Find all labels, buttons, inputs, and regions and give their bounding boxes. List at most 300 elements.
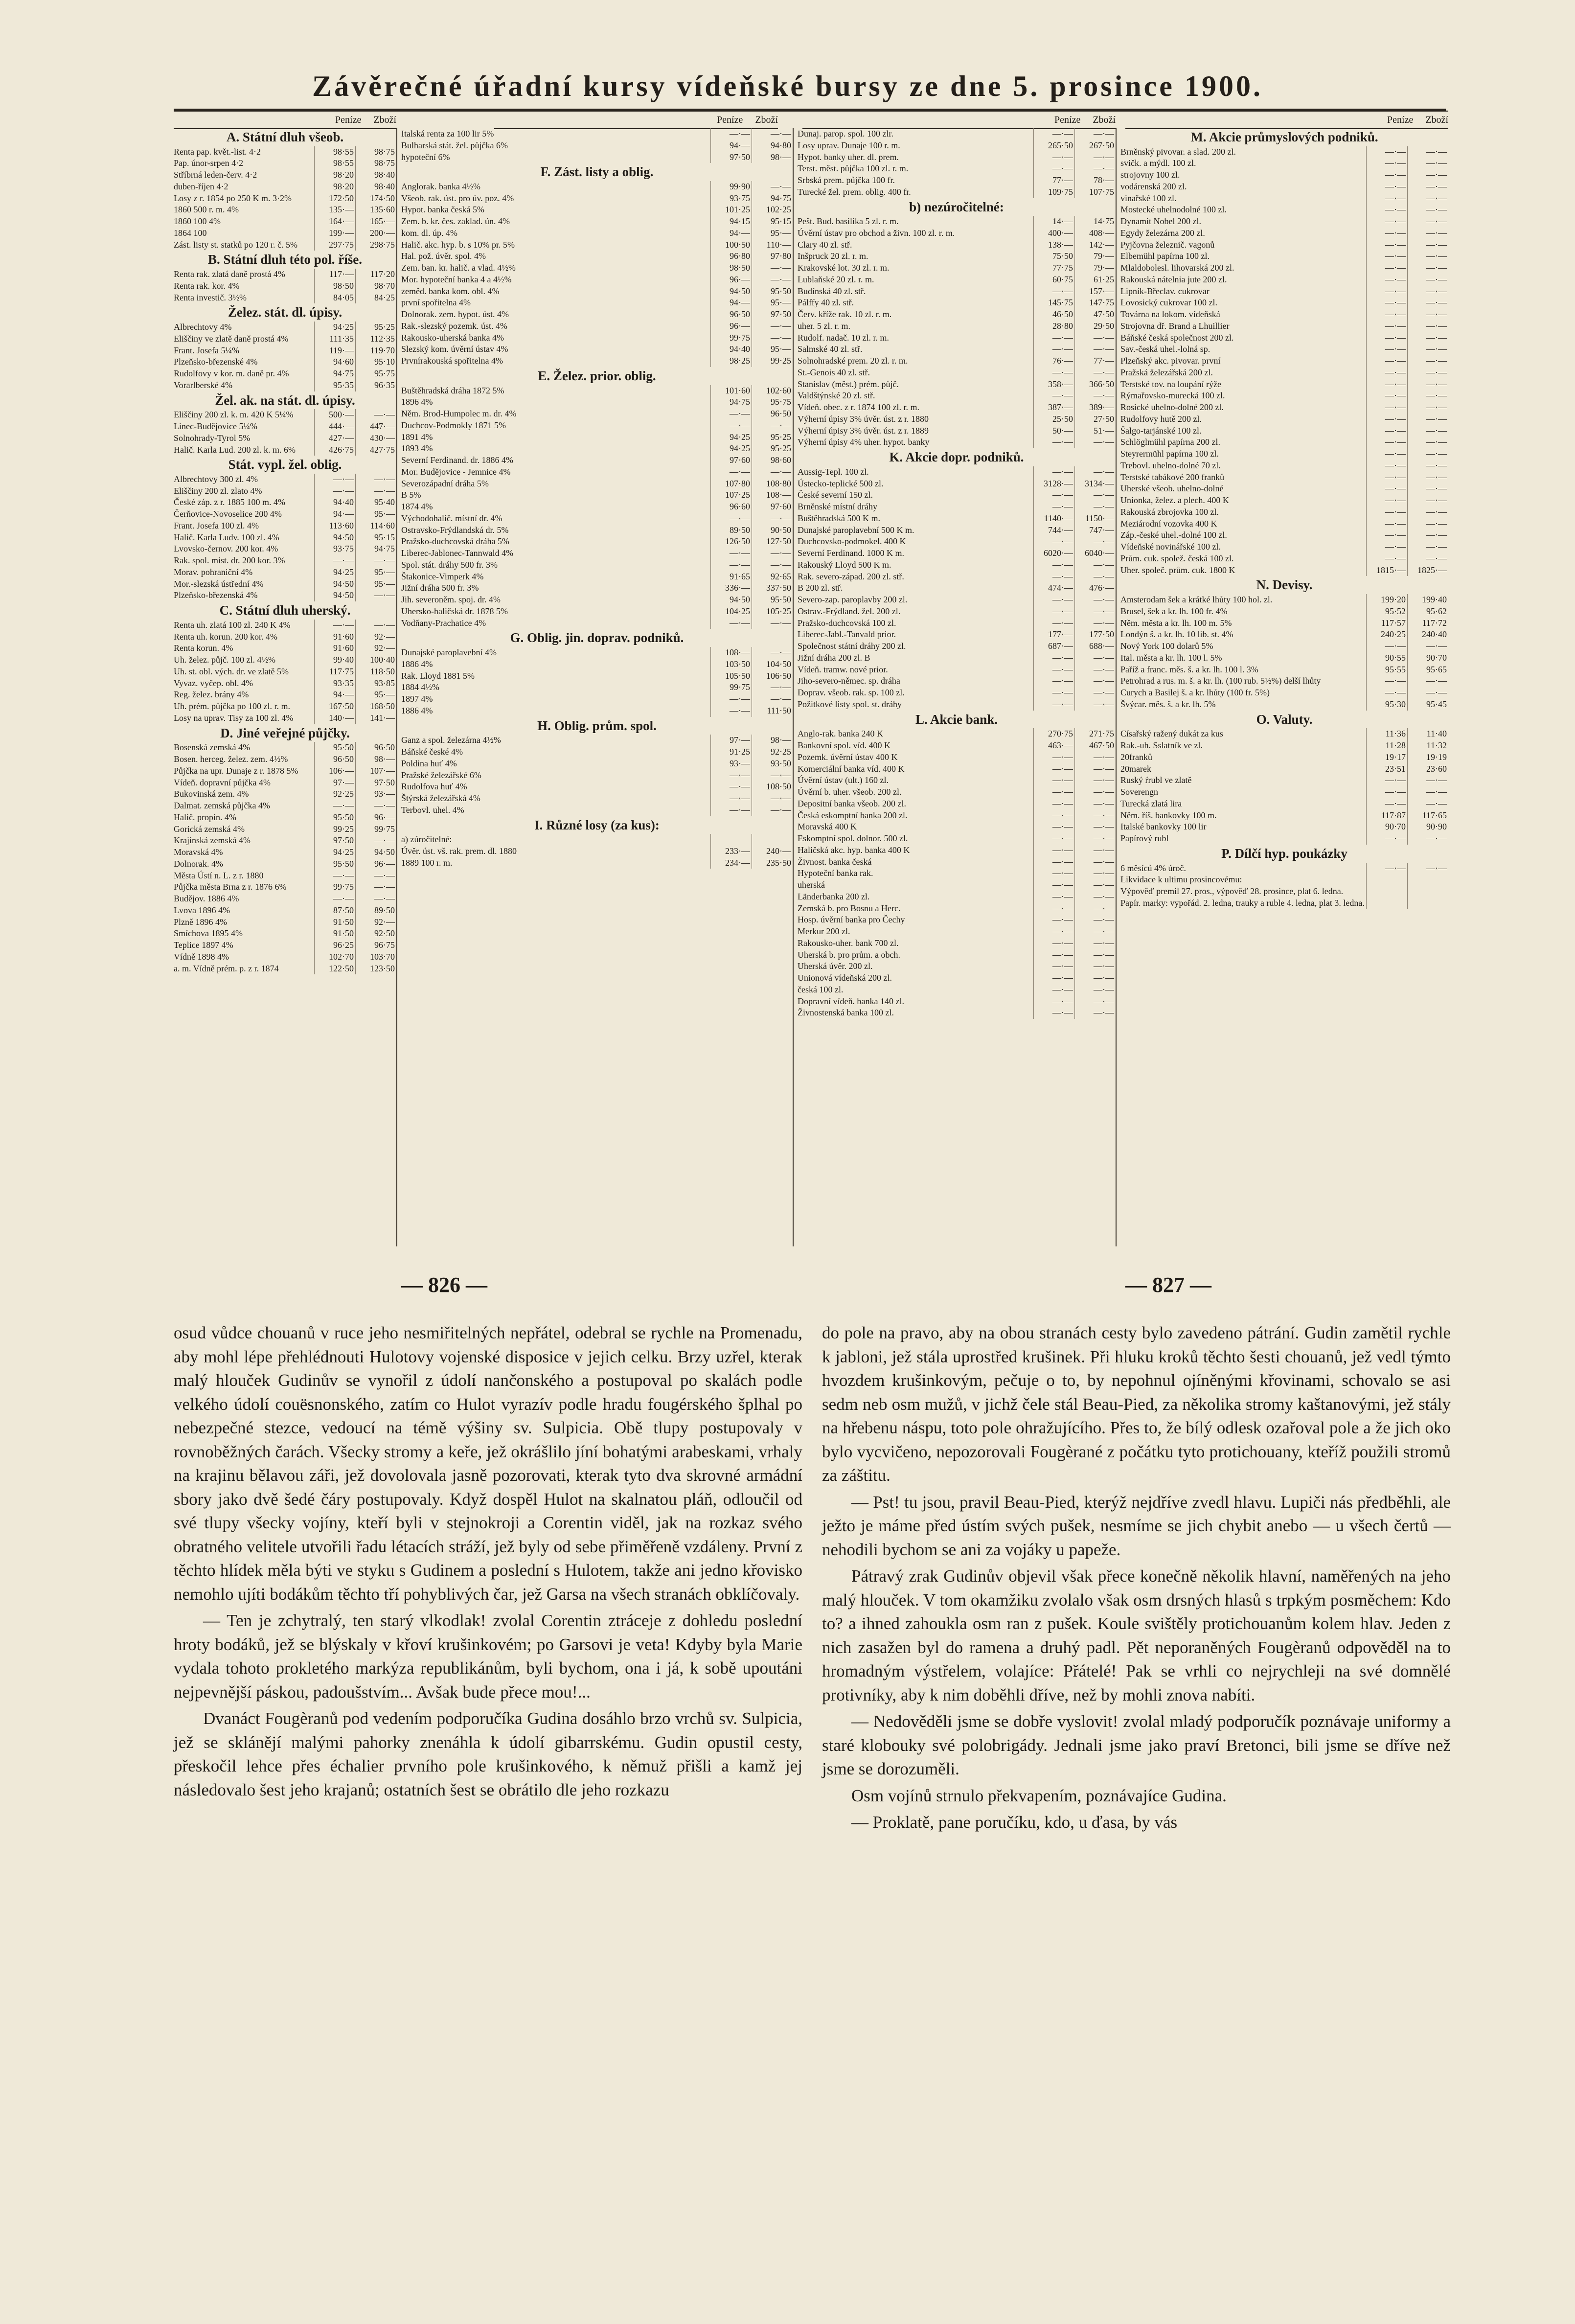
price-money: 98·50 <box>710 262 752 274</box>
security-name: Lvova 1896 4% <box>174 905 230 915</box>
security-name: Pražsko-duchcovská dráha 5% <box>401 536 509 547</box>
price-money: 99·75 <box>314 881 355 893</box>
price-goods: 108·50 <box>752 781 793 793</box>
price-money: 94·— <box>314 689 355 701</box>
security-name: Vídně 1898 4% <box>174 951 229 962</box>
price-goods: —·— <box>1407 169 1448 181</box>
table-row <box>174 788 396 800</box>
price-money: 99·40 <box>314 654 355 666</box>
price-money: 98·50 <box>314 280 355 292</box>
table-row <box>174 356 396 368</box>
table-row <box>1120 472 1448 483</box>
price-money: 95·50 <box>314 812 355 824</box>
security-name: Báňské česká společnost 200 zl. <box>1120 332 1234 343</box>
security-name: Liberec-Jablonec-Tannwald 4% <box>401 548 514 558</box>
column-header-offer: Zboží <box>755 115 778 125</box>
price-goods: 119·70 <box>355 345 396 357</box>
table-row <box>798 728 1116 740</box>
security-name: Renta korun. 4% <box>174 643 233 653</box>
security-name: Pražská železářská 200 zl. <box>1120 367 1213 377</box>
price-money: —·— <box>1366 529 1407 541</box>
section-heading: A. Státní dluh všeob. <box>226 130 344 144</box>
price-money: 97·— <box>710 735 752 746</box>
table-row <box>798 821 1116 833</box>
price-goods: —·— <box>1074 618 1116 629</box>
security-name: Rosické uhelno-dolné 200 zl. <box>1120 402 1224 413</box>
price-money: —·— <box>1366 193 1407 205</box>
price-goods: —·— <box>752 332 793 344</box>
table-row <box>401 705 793 717</box>
price-money: 400·— <box>1033 228 1074 239</box>
security-name: Gorická zemská 4% <box>174 824 245 834</box>
security-name: Losy z r. 1854 po 250 K m. 3·2% <box>174 193 292 203</box>
security-name: Plzeňsko-březenské 4% <box>174 357 258 367</box>
security-name: zeměd. banka kom. obl. 4% <box>401 286 500 296</box>
price-money: 91·25 <box>710 746 752 758</box>
price-money: —·— <box>1033 594 1074 606</box>
security-name: Záp.-české uhel.-dolné 100 zl. <box>1120 530 1227 540</box>
table-row <box>401 443 793 455</box>
security-name: hypoteční 6% <box>401 152 450 162</box>
table-row <box>174 654 396 666</box>
price-money: 97·50 <box>710 152 752 163</box>
price-goods: —·— <box>1074 914 1116 926</box>
price-goods: 95·— <box>752 228 793 239</box>
price-money: 77·— <box>1033 175 1074 186</box>
price-money: —·— <box>1366 641 1407 652</box>
security-name: Elbemühl papírna 100 zl. <box>1120 251 1210 261</box>
security-name: 1893 4% <box>401 443 433 454</box>
table-row <box>798 675 1116 687</box>
price-goods: 95·50 <box>752 286 793 298</box>
security-name: Něm. Brod-Humpolec m. dr. 4% <box>401 409 517 419</box>
table-row <box>798 559 1116 571</box>
price-goods: 96·50 <box>752 408 793 420</box>
table-row <box>1120 239 1448 251</box>
price-money: —·— <box>1033 891 1074 903</box>
table-row <box>798 996 1116 1008</box>
table-row <box>174 951 396 963</box>
security-name: Budějov. 1886 4% <box>174 894 239 904</box>
price-money: 89·50 <box>710 525 752 536</box>
table-row <box>401 455 793 466</box>
price-goods: —·— <box>1407 355 1448 367</box>
price-money: —·— <box>710 770 752 782</box>
table-row <box>1120 286 1448 298</box>
table-row <box>401 262 793 274</box>
price-money: 96·50 <box>314 754 355 765</box>
price-goods: 95·45 <box>1407 699 1448 711</box>
price-goods: 11·40 <box>1407 728 1448 740</box>
price-goods: 165·— <box>355 216 396 228</box>
security-name: Živnostenská banka 100 zl. <box>798 1008 894 1018</box>
price-goods: —·— <box>1074 821 1116 833</box>
security-name: Vyvaz. vyčep. obl. 4% <box>174 678 253 688</box>
price-goods <box>1407 874 1448 886</box>
section-heading: B. Státní dluh této pol. říše. <box>207 252 363 267</box>
table-row <box>401 274 793 286</box>
price-goods: —·— <box>1074 845 1116 856</box>
table-row <box>174 485 396 497</box>
price-goods: —·— <box>1407 216 1448 228</box>
table-row <box>401 571 793 583</box>
price-money: 87·50 <box>314 905 355 917</box>
price-money: 23·51 <box>1366 763 1407 775</box>
security-name: Terbovl. uhel. 4% <box>401 805 464 815</box>
security-name: Pražsko-duchcovská 100 zl. <box>798 618 896 628</box>
table-row <box>401 846 793 857</box>
price-money: 164·— <box>314 216 355 228</box>
price-money: 95·52 <box>1366 606 1407 618</box>
security-name: Papírový rubl <box>1120 833 1169 844</box>
table-row <box>1120 425 1448 437</box>
price-goods: 117·65 <box>1407 810 1448 822</box>
price-goods: 93·— <box>355 788 396 800</box>
table-row <box>174 216 396 228</box>
security-name: Šalgo-tarjánské 100 zl. <box>1120 425 1202 436</box>
price-money: 96·— <box>710 321 752 332</box>
price-money: 94·50 <box>314 532 355 544</box>
security-name: Lublaňské 20 zl. r. m. <box>798 274 874 284</box>
column-header-offer: Zboží <box>1425 115 1448 125</box>
security-name: Komerciální banka víd. 400 K <box>798 763 905 774</box>
table-row <box>1120 228 1448 239</box>
price-money: 117·75 <box>314 666 355 678</box>
security-name: Továrna na lokom. vídeňská <box>1120 309 1220 320</box>
table-row <box>174 590 396 601</box>
security-name: Vídeň. obec. z r. 1874 100 zl. r. m. <box>798 402 919 413</box>
table-row <box>798 903 1116 915</box>
price-goods: 95·— <box>752 297 793 309</box>
security-name: Mor. Budějovice - Jemnice 4% <box>401 466 511 477</box>
security-name: Rak. severo-západ. 200 zl. stř. <box>798 571 904 581</box>
column-header-price: Peníze <box>335 115 362 125</box>
paragraph: — Nedověděli jsme se dobře vyslovit! zvolal mladý podporučík poznávaje uniformy a staré klobouky své polobrigády. Jednali jsme jako praví Bretonci, bili jsme se dříve než jsme se dorozuměli. <box>822 1712 1451 1778</box>
price-goods: 107·75 <box>1074 186 1116 198</box>
table-row <box>174 963 396 975</box>
price-goods: 240·40 <box>1407 629 1448 641</box>
price-money: —·— <box>1366 274 1407 286</box>
security-name: Rakouský Lloyd 500 K m. <box>798 559 891 570</box>
security-name: Mor. hypoteční banka 4 a 4½% <box>401 274 512 284</box>
price-money: —·— <box>1033 868 1074 879</box>
table-row <box>798 699 1116 711</box>
security-name: 1884 4½% <box>401 682 439 692</box>
table-row <box>174 146 396 158</box>
price-money: 95·55 <box>1366 664 1407 676</box>
price-goods: 99·25 <box>752 355 793 367</box>
price-money: 95·30 <box>1366 699 1407 711</box>
security-name: Egydy železárna 200 zl. <box>1120 228 1205 238</box>
table-row <box>174 620 396 631</box>
price-goods: —·— <box>752 618 793 629</box>
security-name: Uh. st. obl. vých. dr. ve zlatě 5% <box>174 666 289 676</box>
price-money: 100·50 <box>710 239 752 251</box>
price-money: 46·50 <box>1033 309 1074 321</box>
price-goods: —·— <box>752 128 793 140</box>
security-name: Curych a Basilej š. a kr. lhůty (100 fr. 5%) <box>1120 688 1270 698</box>
security-name: St.-Genois 40 zl. stř. <box>798 367 870 377</box>
table-row <box>174 917 396 928</box>
security-name: vinařské 100 zl. <box>1120 193 1177 203</box>
table-row <box>1120 798 1448 810</box>
table-row <box>401 408 793 420</box>
price-goods: 142·— <box>1074 239 1116 251</box>
price-money: 94·25 <box>314 847 355 858</box>
price-money: —·— <box>1366 146 1407 158</box>
security-name: Meziárodní vozovka 400 K <box>1120 518 1217 529</box>
price-money: 297·75 <box>314 239 355 251</box>
security-name: duben-říjen 4·2 <box>174 181 228 191</box>
price-goods: 19·19 <box>1407 752 1448 763</box>
price-money: 117·87 <box>1366 810 1407 822</box>
table-row <box>401 466 793 478</box>
table-row <box>798 501 1116 513</box>
security-name: Duchcovsko-podmokel. 400 K <box>798 536 906 547</box>
price-money: 25·50 <box>1033 414 1074 425</box>
table-row <box>174 169 396 181</box>
table-row <box>798 664 1116 676</box>
price-goods: 177·50 <box>1074 629 1116 641</box>
security-name: Haličská akc. hyp. banka 400 K <box>798 845 910 855</box>
security-name: Pálffy 40 zl. stř. <box>798 298 854 308</box>
price-money: —·— <box>710 793 752 805</box>
price-goods: —·— <box>1074 868 1116 879</box>
table-row <box>174 555 396 567</box>
security-name: uherská <box>798 880 825 890</box>
table-row <box>1120 216 1448 228</box>
table-row <box>174 631 396 643</box>
security-name: Dolnorak. zem. hypot. úst. 4% <box>401 309 509 320</box>
table-row <box>1120 181 1448 193</box>
price-goods: 96·35 <box>355 380 396 391</box>
table-row <box>174 497 396 508</box>
price-money: —·— <box>1366 460 1407 472</box>
security-name: Brněnské místní dráhy <box>798 502 877 512</box>
price-money: 84·05 <box>314 292 355 304</box>
price-goods: —·— <box>1074 675 1116 687</box>
security-name: Merkur 200 zl. <box>798 926 850 937</box>
price-goods: 95·25 <box>752 432 793 443</box>
price-money: 91·50 <box>314 928 355 940</box>
price-goods: —·— <box>752 420 793 432</box>
price-money: 91·65 <box>710 571 752 583</box>
price-goods: —·— <box>752 682 793 693</box>
table-row <box>174 666 396 678</box>
table-row <box>174 742 396 754</box>
table-row <box>174 643 396 654</box>
table-row <box>798 740 1116 752</box>
column-header-3 <box>802 111 1116 129</box>
security-name: Plzeňský akc. pivovar. první <box>1120 356 1221 366</box>
price-goods: 90·70 <box>1407 652 1448 664</box>
price-money: 102·70 <box>314 951 355 963</box>
price-goods: —·— <box>752 548 793 559</box>
price-goods: —·— <box>1407 379 1448 391</box>
price-goods: —·— <box>1407 228 1448 239</box>
table-row <box>401 420 793 432</box>
table-row <box>401 286 793 298</box>
price-goods: —·— <box>1074 699 1116 711</box>
table-row <box>798 425 1116 437</box>
price-goods: —·— <box>752 793 793 805</box>
price-money: 106·— <box>314 765 355 777</box>
security-name: 6 měsíců 4% úroč. <box>1120 863 1186 873</box>
column-header-offer: Zboží <box>1093 115 1116 125</box>
security-name: Depositní banka všeob. 200 zl. <box>798 798 906 808</box>
price-money: 444·— <box>314 421 355 433</box>
table-column-1 <box>174 128 397 1246</box>
column-header-1 <box>174 111 396 129</box>
price-money: 90·55 <box>1366 652 1407 664</box>
table-row <box>174 905 396 917</box>
table-row <box>1120 664 1448 676</box>
security-name: Salmské 40 zl. stř. <box>798 344 863 354</box>
price-money: —·— <box>1366 286 1407 298</box>
table-row <box>174 928 396 940</box>
security-name: a) zúročitelné: <box>401 834 452 845</box>
article-text-left <box>174 1321 802 1805</box>
price-money: 233·— <box>710 846 752 857</box>
security-name: Půjčka města Brna z r. 1876 6% <box>174 882 287 892</box>
table-row <box>401 559 793 571</box>
security-name: Renta rak. zlatá daně prostá 4% <box>174 269 285 279</box>
security-name: Halič. Karla Lud. 200 zl. k. m. 6% <box>174 444 296 455</box>
price-money: 145·75 <box>1033 297 1074 309</box>
price-money: 387·— <box>1033 402 1074 414</box>
price-goods: 168·50 <box>355 701 396 713</box>
security-name: Lovosický cukrovar 100 zl. <box>1120 298 1217 308</box>
price-money: —·— <box>1366 863 1407 874</box>
price-money: 14·— <box>1033 216 1074 228</box>
price-goods: —·— <box>1074 489 1116 501</box>
price-goods: 92·65 <box>752 571 793 583</box>
table-row <box>401 647 793 659</box>
table-row <box>401 735 793 746</box>
security-name: Slezský kom. úvěrní ústav 4% <box>401 344 508 354</box>
price-money: —·— <box>1033 501 1074 513</box>
security-name: Zem. b. kr. čes. zaklad. ún. 4% <box>401 216 510 227</box>
table-row <box>798 128 1116 140</box>
price-money: 76·— <box>1033 355 1074 367</box>
table-row <box>798 891 1116 903</box>
table-row <box>174 508 396 520</box>
price-money: 97·50 <box>314 835 355 847</box>
price-money: 234·— <box>710 857 752 869</box>
price-goods: 337·50 <box>752 582 793 594</box>
security-name: Krajinská zemská 4% <box>174 835 251 846</box>
price-goods: 104·50 <box>752 659 793 670</box>
table-row <box>798 641 1116 652</box>
price-goods: —·— <box>1407 460 1448 472</box>
table-row <box>798 228 1116 239</box>
price-money: 105·50 <box>710 670 752 682</box>
price-goods: 100·40 <box>355 654 396 666</box>
table-row <box>174 228 396 239</box>
price-money: 426·75 <box>314 444 355 456</box>
table-row <box>1120 675 1448 687</box>
security-name: 1891 4% <box>401 432 433 442</box>
table-row <box>1120 886 1448 897</box>
price-money: 75·50 <box>1033 251 1074 262</box>
price-money: 687·— <box>1033 641 1074 652</box>
table-row <box>798 629 1116 641</box>
price-money: 474·— <box>1033 582 1074 594</box>
security-name: Půjčka na upr. Dunaje z r. 1878 5% <box>174 765 298 776</box>
section-heading: E. Želez. prior. oblig. <box>538 368 656 383</box>
security-name: svičk. a mýdl. 100 zl. <box>1120 158 1196 168</box>
table-row <box>174 520 396 532</box>
table-row <box>174 292 396 304</box>
price-money: —·— <box>314 555 355 567</box>
price-goods: 108·80 <box>752 478 793 490</box>
table-row <box>1120 414 1448 425</box>
table-row <box>174 812 396 824</box>
price-goods: —·— <box>1074 752 1116 763</box>
price-goods: —·— <box>1074 390 1116 402</box>
paragraph: — Proklatě, pane poručíku, kdo, u ďasa, by vás <box>851 1813 1178 1832</box>
table-row <box>174 754 396 765</box>
price-goods: 235·50 <box>752 857 793 869</box>
security-name: Vodňany-Prachatice 4% <box>401 618 486 628</box>
table-row <box>798 618 1116 629</box>
table-row <box>1120 379 1448 391</box>
price-goods: 107·— <box>355 765 396 777</box>
price-money: 122·50 <box>314 963 355 975</box>
security-name: první spořitelna 4% <box>401 298 471 308</box>
price-goods: 98·75 <box>355 158 396 169</box>
security-name: Něm. říš. bankovky 100 m. <box>1120 810 1217 820</box>
price-money: 91·60 <box>314 631 355 643</box>
table-row <box>798 536 1116 548</box>
price-goods: 92·50 <box>355 928 396 940</box>
table-row <box>1120 146 1448 158</box>
price-goods: —·— <box>355 881 396 893</box>
security-name: vodárenská 200 zl. <box>1120 181 1187 191</box>
price-money: 108·— <box>710 647 752 659</box>
security-name: České záp. z r. 1885 100 m. 4% <box>174 497 285 507</box>
price-money: —·— <box>1033 798 1074 810</box>
price-goods: 23·60 <box>1407 763 1448 775</box>
price-money: —·— <box>1366 204 1407 216</box>
security-name: Bosenská zemská 4% <box>174 742 250 753</box>
price-goods: —·— <box>1407 518 1448 530</box>
security-name: Pyjčovna železnič. vagonů <box>1120 239 1215 250</box>
price-goods: —·— <box>1407 448 1448 460</box>
security-name: Halič. akc. hyp. b. s 10% pr. 5% <box>401 239 515 250</box>
security-name: Úvěrní b. uher. všeob. 200 zl. <box>798 787 902 797</box>
table-row <box>401 582 793 594</box>
price-money: —·— <box>314 474 355 485</box>
price-money: 101·25 <box>710 204 752 216</box>
table-row <box>798 961 1116 972</box>
table-row <box>1120 618 1448 629</box>
security-name: Anglorak. banka 4½% <box>401 181 480 191</box>
price-goods: 93·50 <box>752 758 793 770</box>
security-name: Losy uprav. Dunaje 100 r. m. <box>798 140 900 150</box>
price-goods <box>1407 897 1448 909</box>
price-money: —·— <box>1366 367 1407 379</box>
table-row <box>798 594 1116 606</box>
table-row <box>401 204 793 216</box>
security-name: Mlaldobolesl. lihovarská 200 zl. <box>1120 263 1234 273</box>
table-row <box>1120 565 1448 576</box>
security-name: Nový York 100 dolarů 5% <box>1120 641 1213 651</box>
price-money: —·— <box>1033 466 1074 478</box>
security-name: Dunajské paroplavební 4% <box>401 647 497 658</box>
price-money: —·— <box>1366 448 1407 460</box>
price-goods: 98·40 <box>355 181 396 193</box>
